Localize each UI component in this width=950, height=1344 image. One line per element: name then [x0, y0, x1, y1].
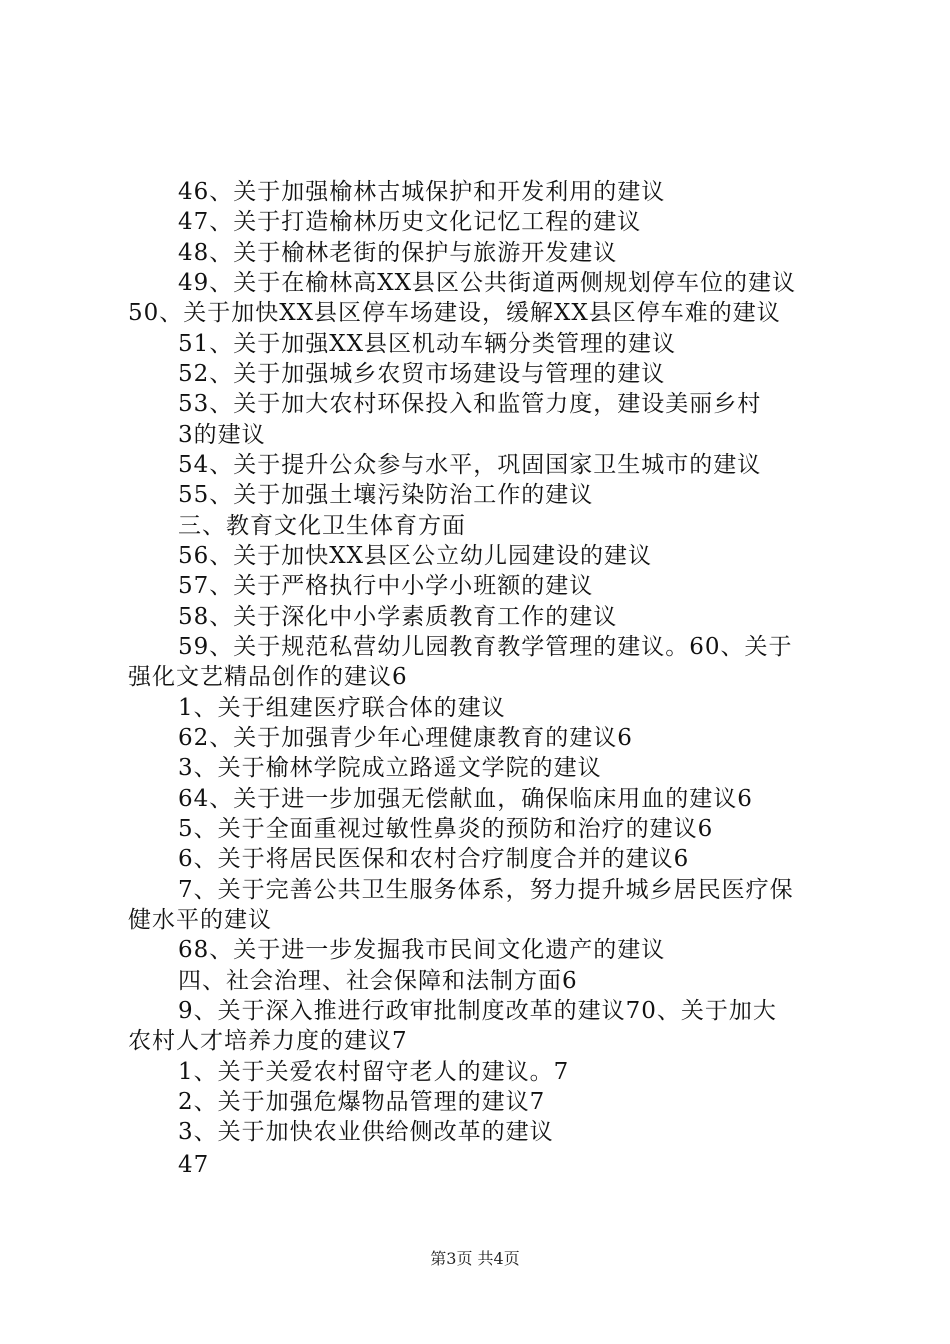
text-line: 3、关于加快农业供给侧改革的建议: [178, 1119, 554, 1145]
text-line: 农村人才培养力度的建议7: [128, 1028, 408, 1054]
text-line: 58、关于深化中小学素质教育工作的建议: [178, 604, 618, 630]
text-line: 健水平的建议: [128, 907, 272, 933]
text-line: 强化文艺精品创作的建议6: [128, 664, 408, 690]
text-line: 54、关于提升公众参与水平，巩固国家卫生城市的建议: [178, 452, 762, 478]
text-line: 1、关于关爱农村留守老人的建议。7: [178, 1059, 570, 1085]
page-number-footer: 第3页 共4页: [430, 1249, 520, 1268]
text-line: 59、关于规范私营幼儿园教育教学管理的建议。60、关于: [178, 634, 793, 660]
text-line: 1、关于组建医疗联合体的建议: [178, 695, 506, 721]
text-line: 47: [178, 1152, 210, 1178]
text-line: 68、关于进一步发掘我市民间文化遗产的建议: [178, 937, 666, 963]
text-line: 7、关于完善公共卫生服务体系，努力提升城乡居民医疗保: [178, 877, 794, 903]
text-line: 52、关于加强城乡农贸市场建设与管理的建议: [178, 361, 666, 387]
text-line: 51、关于加强XX县区机动车辆分类管理的建议: [178, 331, 677, 357]
text-line: 5、关于全面重视过敏性鼻炎的预防和治疗的建议6: [178, 816, 714, 842]
section-heading: 四、社会治理、社会保障和法制方面6: [178, 968, 578, 994]
text-line: 47、关于打造榆林历史文化记忆工程的建议: [178, 209, 642, 235]
text-line: 48、关于榆林老街的保护与旅游开发建议: [178, 240, 618, 266]
text-line: 6、关于将居民医保和农村合疗制度合并的建议6: [178, 846, 690, 872]
text-line: 46、关于加强榆林古城保护和开发利用的建议: [178, 179, 666, 205]
text-line: 64、关于进一步加强无偿献血，确保临床用血的建议6: [178, 786, 753, 812]
text-line: 49、关于在榆林高XX县区公共街道两侧规划停车位的建议: [178, 270, 797, 296]
text-line: 57、关于严格执行中小学小班额的建议: [178, 573, 594, 599]
text-line: 9、关于深入推进行政审批制度改革的建议70、关于加大: [178, 998, 777, 1024]
text-line: 2、关于加强危爆物品管理的建议7: [178, 1089, 546, 1115]
text-line: 3的建议: [178, 422, 266, 448]
text-line: 55、关于加强土壤污染防治工作的建议: [178, 482, 594, 508]
text-line: 53、关于加大农村环保投入和监管力度，建设美丽乡村: [178, 391, 762, 417]
text-line: 50、关于加快XX县区停车场建设，缓解XX县区停车难的建议: [128, 300, 781, 326]
text-line: 62、关于加强青少年心理健康教育的建议6: [178, 725, 633, 751]
section-heading: 三、教育文化卫生体育方面: [178, 513, 466, 539]
text-line: 3、关于榆林学院成立路遥文学院的建议: [178, 755, 602, 781]
text-line: 56、关于加快XX县区公立幼儿园建设的建议: [178, 543, 653, 569]
